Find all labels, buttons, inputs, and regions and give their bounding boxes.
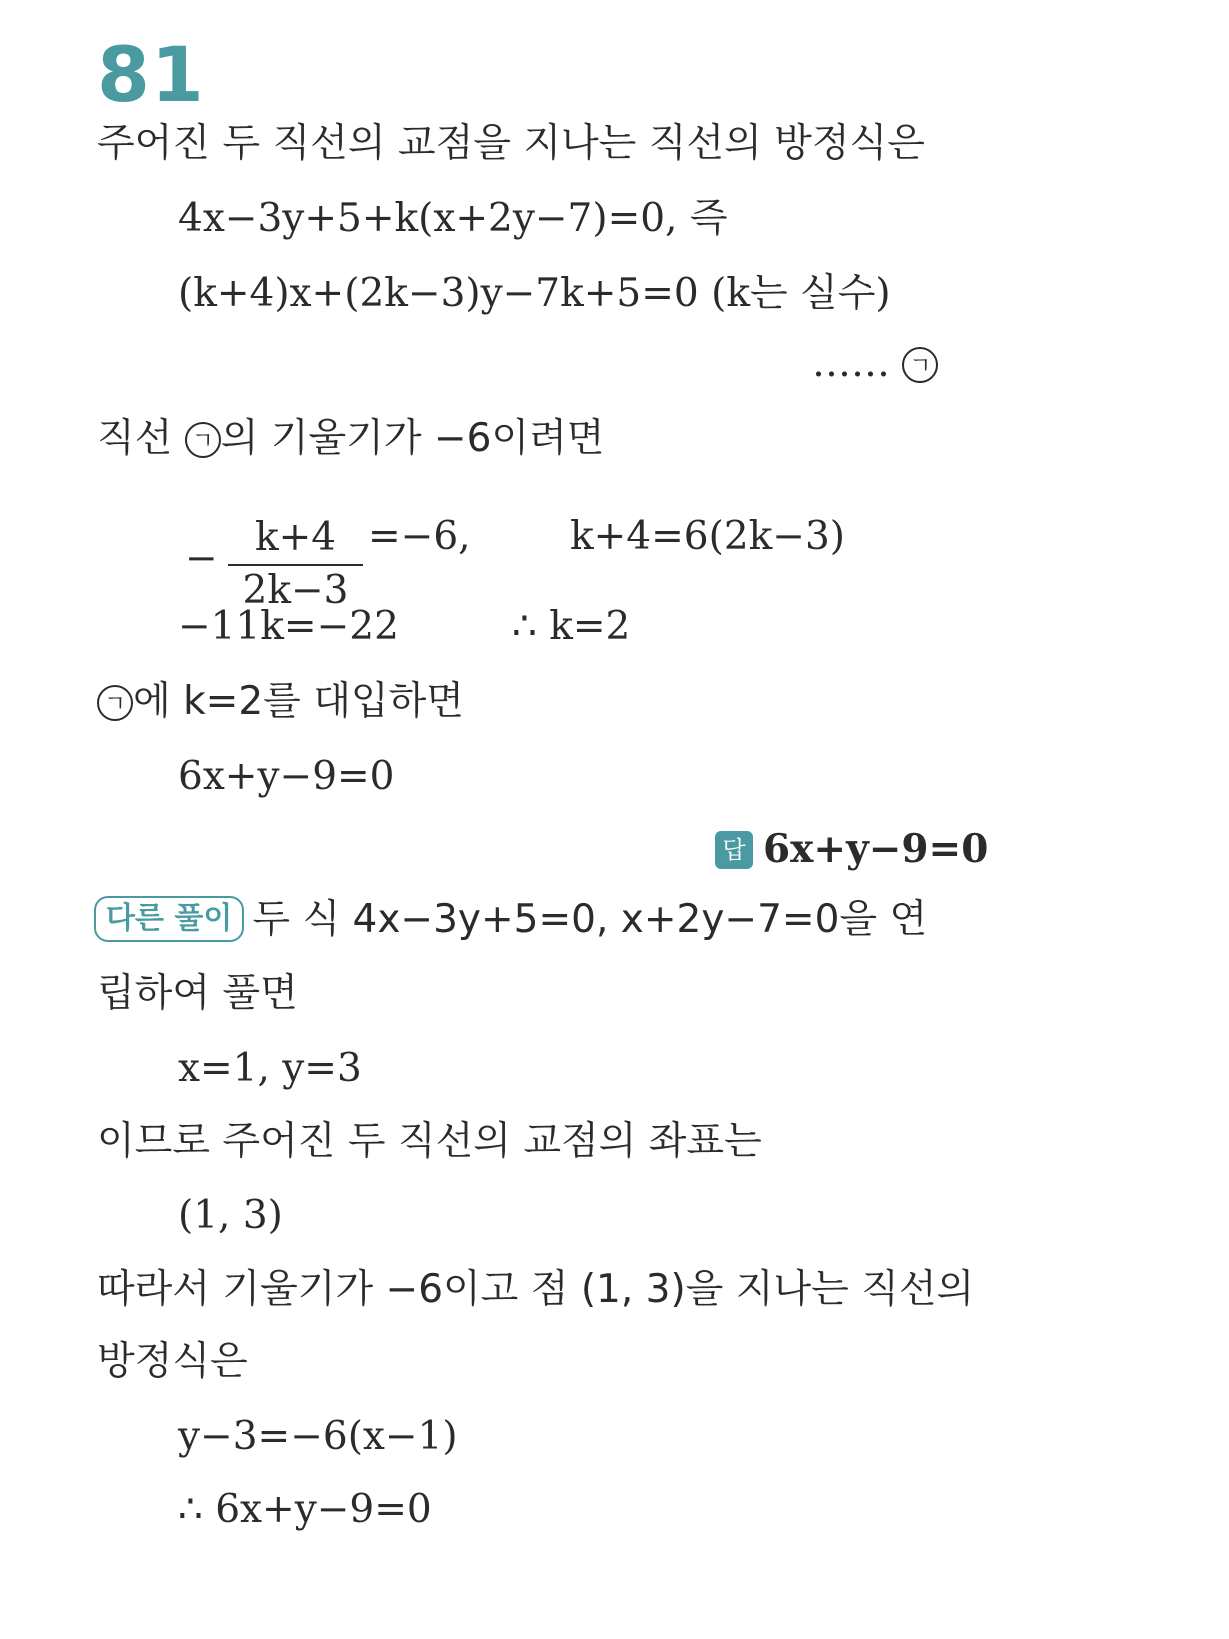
circled-marker-icon: ㄱ [185,422,221,458]
alt-line-6: 따라서 기울기가 −6이고 점 (1, 3)을 지나는 직선의 [97,1267,975,1312]
fraction-minus: − [185,536,218,581]
alt-text-1: 두 식 4x−3y+5=0, x+2y−7=0을 연 [252,897,928,942]
answer-line [715,825,988,874]
alt-solution-xy: x=1, y=3 [178,1046,362,1091]
equation-line-1: 4x−3y+5+k(x+2y−7)=0, 즉 [178,196,728,241]
alt-line-7: 방정식은 [97,1339,248,1384]
intro-line: 주어진 두 직선의 교점을 지나는 직선의 방정식은 [97,121,925,166]
alt-solution-badge: 다른 풀이 [94,896,244,942]
k-value: ∴ k=2 [512,604,631,649]
substitute-text: 에 k=2를 대입하면 [133,679,464,724]
alt-point: (1, 3) [178,1193,283,1238]
alt-equation: y−3=−6(x−1) [178,1414,458,1459]
problem-number: 81 [97,30,205,119]
slope-condition-post: 의 기울기가 −6이려면 [220,416,605,461]
equation-k: k+4=6(2k−3) [570,514,845,559]
alt-line-2: 립하여 풀면 [97,971,298,1016]
fraction-numerator: k+4 [254,515,337,560]
result-equation: 6x+y−9=0 [178,754,395,799]
fraction-denominator: 2k−3 [242,568,349,613]
equation-line-2: (k+4)x+(2k−3)y−7k+5=0 (k는 실수) [178,271,891,316]
answer-text: 6x+y−9=0 [763,826,989,872]
equation-label [812,340,938,388]
slope-condition-line [97,415,604,463]
substitute-line [97,678,464,726]
slope-condition-pre: 직선 [97,416,185,461]
circled-marker-icon: ㄱ [902,347,938,383]
equation-11k: −11k=−22 [178,604,399,649]
fraction [228,515,363,614]
fraction-bar [228,564,363,566]
dots: …… [812,341,890,386]
alt-line-1 [94,896,927,944]
answer-badge: 답 [715,831,753,869]
alt-line-4: 이므로 주어진 두 직선의 교점의 좌표는 [97,1119,762,1164]
circled-marker-icon: ㄱ [97,685,133,721]
alt-final: ∴ 6x+y−9=0 [178,1487,432,1532]
fraction-result: =−6, [368,514,471,559]
